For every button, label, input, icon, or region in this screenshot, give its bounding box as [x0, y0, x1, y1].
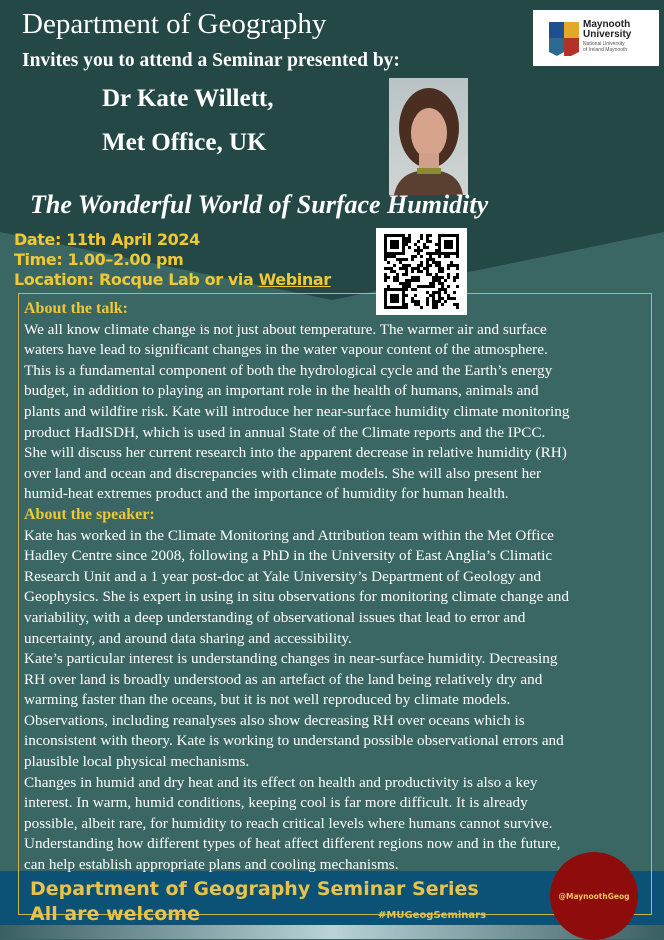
- location-text: Location: Rocque Lab or via: [14, 270, 259, 289]
- webinar-link[interactable]: Webinar: [258, 270, 331, 289]
- paragraph-line: product HadISDH, which is used in annual State of the Climate reports and the IPCC.: [24, 423, 546, 441]
- webinar-qr-code[interactable]: [376, 228, 467, 315]
- seminar-series-title: Department of Geography Seminar Series: [30, 878, 479, 900]
- paragraph-line: RH over land is broadly understood as an artefact of the land being relatively dry and: [24, 670, 543, 688]
- maynooth-university-logo: [533, 10, 659, 66]
- university-crest-icon: [549, 22, 579, 56]
- paragraph-line: warming faster than the oceans, but it is not well reproduced by climate models.: [24, 691, 511, 709]
- paragraph-line: uncertainty, and around data sharing and accessibility.: [24, 629, 352, 647]
- social-handle-badge: [550, 852, 638, 940]
- paragraph-line: plausible local physical mechanisms.: [24, 753, 250, 771]
- logo-name-line1: Maynooth: [583, 19, 631, 30]
- about-talk-heading: About the talk:: [24, 300, 129, 317]
- paragraph-line: humid-heat extremes product and the importance of humidity for human health.: [24, 485, 509, 503]
- paragraph-line: Kate’s particular interest is understanding changes in near-surface humidity. Decreasing: [24, 650, 558, 668]
- paragraph-line: possible, albeit rare, for humidity to reach critical levels where humans cannot survive.: [24, 814, 553, 832]
- hashtag: #MUGeogSeminars: [378, 910, 487, 921]
- paragraph-line: Kate has worked in the Climate Monitoring and Attribution team within the Met Office: [24, 526, 554, 544]
- speaker-organisation: Met Office, UK: [102, 129, 267, 156]
- invitation-text: Invites you to attend a Seminar presented by:: [22, 50, 400, 71]
- paragraph-line: interest. In warm, humid conditions, keeping cool is far more difficult. It is already: [24, 794, 528, 812]
- department-title: Department of Geography: [22, 8, 327, 40]
- speaker-photo: [389, 78, 468, 195]
- talk-title: The Wonderful World of Surface Humidity: [30, 190, 489, 219]
- about-speaker-heading: About the speaker:: [24, 505, 155, 523]
- paragraph-line: budget, in addition to playing an important role in the health of humans, animals and: [24, 382, 539, 400]
- speaker-name: Dr Kate Willett,: [102, 85, 274, 112]
- paragraph-line: Hadley Centre since 2008, following a PhD in the University of East Anglia’s Climatic: [24, 547, 553, 565]
- paragraph-line: plants and wildfire risk. Kate will introduce her near-surface humidity climate monitoring: [24, 402, 570, 420]
- social-handle: @MaynoothGeog: [558, 891, 630, 901]
- event-location: [14, 270, 331, 289]
- event-date: Date: 11th April 2024: [14, 230, 200, 249]
- paragraph-line: variability, with a deep understanding of observational issues that lead to error and: [24, 608, 526, 626]
- logo-sub-line1: National University: [583, 41, 625, 47]
- paragraph-line: waters have lead to significant changes in the water vapour content of the atmosphere.: [24, 341, 548, 359]
- event-time: Time: 1.00–2.00 pm: [14, 250, 184, 269]
- paragraph-line: This is a fundamental component of both the hydrological cycle and the Earth’s energy: [24, 361, 553, 379]
- paragraph-line: Observations, including reanalyses also show decreasing RH over oceans which is: [24, 711, 525, 729]
- paragraph-line: Geophysics. She is expert in using in situ observations for monitoring climate change and: [24, 588, 569, 606]
- paragraph-line: We all know climate change is not just about temperature. The warmer air and surface: [24, 320, 547, 338]
- paragraph-line: She will discuss her current research into the apparent decrease in relative humidity (RH): [24, 444, 567, 462]
- paragraph-line: can help establish appropriate plans and cooling mechanisms.: [24, 856, 399, 874]
- logo-sub-line2: of Ireland Maynooth: [583, 47, 628, 53]
- welcome-text: All are welcome: [30, 903, 200, 925]
- paragraph-line: Research Unit and a 1 year post-doc at Yale University’s Department of Geology and: [24, 567, 542, 585]
- paragraph-line: Understanding how different types of heat affect different regions now and in the future,: [24, 835, 561, 853]
- paragraph-line: inconsistent with theory. Kate is working to understand possible observational errors and: [24, 732, 564, 750]
- about-talk-section: [24, 299, 569, 876]
- paragraph-line: Changes in humid and dry heat and its effect on health and productivity is also a key: [24, 773, 538, 791]
- paragraph-line: over land and ocean and discrepancies with climate models. She will also present her: [24, 464, 542, 482]
- logo-name-line2: University: [583, 29, 632, 40]
